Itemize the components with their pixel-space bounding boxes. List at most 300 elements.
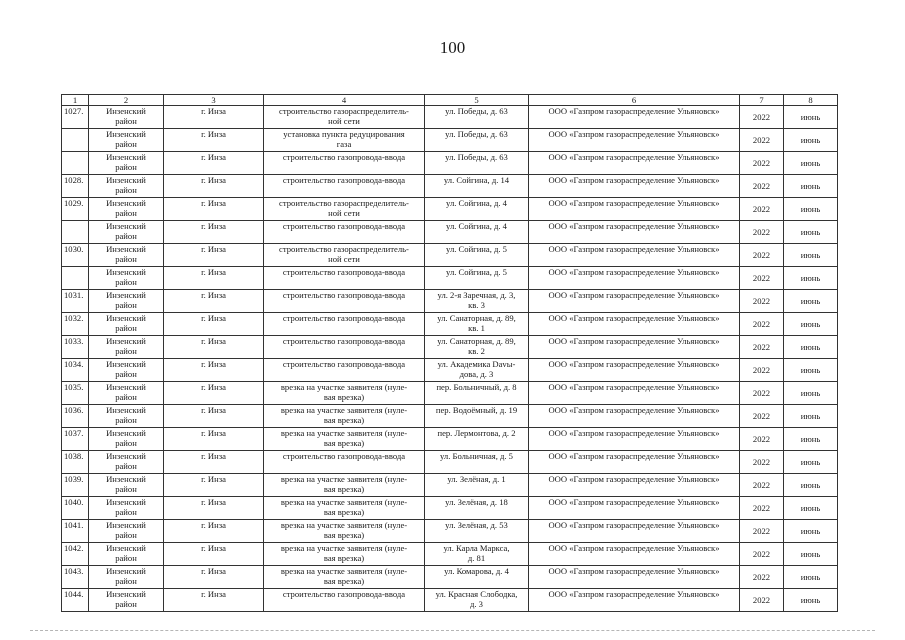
address-cell (425, 405, 529, 428)
table-row (62, 221, 838, 244)
row-number: 1042. (62, 543, 89, 566)
table-row (62, 405, 838, 428)
district-cell (89, 566, 164, 589)
district-cell (89, 313, 164, 336)
town-cell: г. Инза (164, 382, 264, 405)
organization-cell: ООО «Газпром газораспределение Ульяновск» (529, 520, 740, 543)
cell-line: кв. 3 (468, 299, 485, 310)
cell-line: ул. Академика Davы- (437, 359, 516, 369)
table-row (62, 589, 838, 612)
cell-line: район (115, 138, 137, 149)
scan-edge-line (30, 630, 875, 631)
work-type-cell (264, 313, 425, 336)
work-type-cell (264, 405, 425, 428)
work-type-cell (264, 520, 425, 543)
cell-line: врезка на участке заявителя (нуле- (280, 543, 408, 553)
cell-line: ной сети (328, 115, 360, 126)
row-number: 1039. (62, 474, 89, 497)
month-cell: июнь (784, 359, 838, 382)
cell-line: Инзенский (106, 405, 146, 415)
address-cell (425, 474, 529, 497)
cell-line: вая врезка) (323, 529, 365, 540)
month-cell: июнь (784, 313, 838, 336)
work-type-cell (264, 382, 425, 405)
cell-line: Инзенский (106, 451, 146, 461)
table-row (62, 428, 838, 451)
cell-line: пер. Больничный, д. 8 (436, 382, 517, 392)
header-row (62, 95, 838, 106)
cell-line: район (115, 345, 137, 356)
cell-line: строительство газопровода-ввода (282, 336, 406, 346)
cell-line: врезка на участке заявителя (нуле- (280, 382, 408, 392)
town-cell: г. Инза (164, 336, 264, 359)
table-row (62, 152, 838, 175)
work-type-cell (264, 175, 425, 198)
month-cell: июнь (784, 451, 838, 474)
year-cell: 2022 (740, 244, 784, 267)
address-cell (425, 267, 529, 290)
cell-line: район (115, 414, 137, 425)
work-type-cell (264, 267, 425, 290)
year-cell: 2022 (740, 497, 784, 520)
row-number: 1037. (62, 428, 89, 451)
month-cell: июнь (784, 382, 838, 405)
organization-cell: ООО «Газпром газораспределение Ульяновск» (529, 313, 740, 336)
year-cell: 2022 (740, 152, 784, 175)
cell-line: вая врезка) (323, 414, 365, 425)
town-cell: г. Инза (164, 221, 264, 244)
year-cell: 2022 (740, 290, 784, 313)
district-cell (89, 244, 164, 267)
month-cell: июнь (784, 566, 838, 589)
month-cell: июнь (784, 336, 838, 359)
cell-line: вая врезка) (323, 483, 365, 494)
cell-line: район (115, 230, 137, 241)
cell-line: строительство газопровода-ввода (282, 175, 406, 185)
town-cell: г. Инза (164, 290, 264, 313)
organization-cell: ООО «Газпром газораспределение Ульяновск» (529, 106, 740, 129)
row-number: 1028. (62, 175, 89, 198)
cell-line: Инзенский (106, 474, 146, 484)
year-cell: 2022 (740, 359, 784, 382)
district-cell (89, 336, 164, 359)
work-type-cell (264, 198, 425, 221)
address-cell (425, 566, 529, 589)
cell-line: строительство газопровода-ввода (282, 152, 406, 162)
year-cell: 2022 (740, 405, 784, 428)
work-type-cell (264, 474, 425, 497)
cell-line: дова, д. 3 (459, 368, 494, 379)
address-cell (425, 336, 529, 359)
table-row (62, 313, 838, 336)
work-type-cell (264, 566, 425, 589)
town-cell: г. Инза (164, 428, 264, 451)
cell-line: строительство газораспределитель- (279, 244, 409, 254)
address-cell (425, 520, 529, 543)
cell-line: Инзенский (106, 106, 146, 116)
cell-line: район (115, 161, 137, 172)
month-cell: июнь (784, 428, 838, 451)
row-number: 1040. (62, 497, 89, 520)
organization-cell: ООО «Газпром газораспределение Ульяновск» (529, 336, 740, 359)
table-row (62, 336, 838, 359)
address-cell (425, 359, 529, 382)
table-row (62, 267, 838, 290)
address-cell (425, 382, 529, 405)
row-number: 1044. (62, 589, 89, 612)
cell-line: Инзенский (106, 428, 146, 438)
address-cell (425, 129, 529, 152)
address-cell (425, 152, 529, 175)
organization-cell: ООО «Газпром газораспределение Ульяновск» (529, 129, 740, 152)
row-number (62, 152, 89, 175)
row-number: 1029. (62, 198, 89, 221)
cell-line: вая врезка) (323, 506, 365, 517)
cell-line: ул. Санаторная, д. 89, (437, 313, 516, 323)
town-cell: г. Инза (164, 244, 264, 267)
cell-line: ул. Победы, д. 63 (445, 129, 508, 139)
cell-line: газа (336, 138, 352, 149)
cell-line: ул. Сойгина, д. 5 (446, 244, 507, 254)
cell-line: ул. Больничная, д. 5 (440, 451, 513, 461)
town-cell: г. Инза (164, 129, 264, 152)
cell-line: ул. Сойгина, д. 5 (446, 267, 507, 277)
cell-line: ул. Зелёная, д. 53 (445, 520, 508, 530)
organization-cell: ООО «Газпром газораспределение Ульяновск» (529, 290, 740, 313)
organization-cell: ООО «Газпром газораспределение Ульяновск» (529, 152, 740, 175)
district-cell (89, 520, 164, 543)
cell-line: ной сети (328, 253, 360, 264)
month-cell: июнь (784, 129, 838, 152)
work-type-cell (264, 451, 425, 474)
district-cell (89, 221, 164, 244)
cell-line: Инзенский (106, 566, 146, 576)
year-cell: 2022 (740, 589, 784, 612)
month-cell: июнь (784, 175, 838, 198)
row-number (62, 129, 89, 152)
address-cell (425, 244, 529, 267)
row-number: 1032. (62, 313, 89, 336)
page-number: 100 (439, 38, 466, 57)
cell-line: кв. 2 (468, 345, 485, 356)
cell-line: ул. Сойгина, д. 4 (446, 221, 507, 231)
table-row (62, 497, 838, 520)
district-cell (89, 267, 164, 290)
table-row (62, 106, 838, 129)
cell-line: строительство газораспределитель- (279, 198, 409, 208)
work-type-cell (264, 589, 425, 612)
town-cell: г. Инза (164, 267, 264, 290)
address-cell (425, 428, 529, 451)
year-cell: 2022 (740, 129, 784, 152)
cell-line: Инзенский (106, 198, 146, 208)
town-cell: г. Инза (164, 198, 264, 221)
row-number: 1035. (62, 382, 89, 405)
cell-line: врезка на участке заявителя (нуле- (280, 428, 408, 438)
district-cell (89, 543, 164, 566)
cell-line: Инзенский (106, 129, 146, 139)
row-number: 1034. (62, 359, 89, 382)
cell-line: ул. Сойгина, д. 4 (446, 198, 507, 208)
organization-cell: ООО «Газпром газораспределение Ульяновск» (529, 497, 740, 520)
town-cell: г. Инза (164, 497, 264, 520)
organization-cell: ООО «Газпром газораспределение Ульяновск» (529, 405, 740, 428)
address-cell (425, 589, 529, 612)
address-cell (425, 313, 529, 336)
table-row (62, 382, 838, 405)
year-cell: 2022 (740, 382, 784, 405)
cell-line: врезка на участке заявителя (нуле- (280, 405, 408, 415)
district-cell (89, 497, 164, 520)
year-cell: 2022 (740, 175, 784, 198)
work-type-cell (264, 106, 425, 129)
cell-line: строительство газопровода-ввода (282, 290, 406, 300)
cell-line: Инзенский (106, 221, 146, 231)
month-cell: июнь (784, 474, 838, 497)
cell-line: пер. Водоёмный, д. 19 (435, 405, 518, 415)
cell-line: ул. Санаторная, д. 89, (437, 336, 516, 346)
row-number: 1038. (62, 451, 89, 474)
month-cell: июнь (784, 221, 838, 244)
header-cell-6: 6 (529, 95, 740, 106)
cell-line: ной сети (328, 207, 360, 218)
cell-line: д. 81 (467, 552, 486, 563)
cell-line: ул. Победы, д. 63 (445, 152, 508, 162)
header-cell-8: 8 (784, 95, 838, 106)
town-cell: г. Инза (164, 152, 264, 175)
year-cell: 2022 (740, 313, 784, 336)
year-cell: 2022 (740, 428, 784, 451)
row-number: 1033. (62, 336, 89, 359)
year-cell: 2022 (740, 451, 784, 474)
table-body (62, 95, 838, 612)
district-cell (89, 382, 164, 405)
town-cell: г. Инза (164, 543, 264, 566)
row-number: 1030. (62, 244, 89, 267)
cell-line: строительство газораспределитель- (279, 106, 409, 116)
town-cell: г. Инза (164, 175, 264, 198)
cell-line: район (115, 506, 137, 517)
table-row (62, 290, 838, 313)
work-type-cell (264, 428, 425, 451)
month-cell: июнь (784, 106, 838, 129)
cell-line: вая врезка) (323, 437, 365, 448)
district-cell (89, 474, 164, 497)
address-cell (425, 106, 529, 129)
cell-line: район (115, 184, 137, 195)
town-cell: г. Инза (164, 359, 264, 382)
cell-line: Инзенский (106, 520, 146, 530)
table-row (62, 451, 838, 474)
district-cell (89, 290, 164, 313)
table-row (62, 520, 838, 543)
cell-line: Инзенский (106, 175, 146, 185)
table-row (62, 566, 838, 589)
district-cell (89, 152, 164, 175)
cell-line: ул. Победы, д. 63 (445, 106, 508, 116)
organization-cell: ООО «Газпром газораспределение Ульяновск» (529, 359, 740, 382)
address-cell (425, 290, 529, 313)
year-cell: 2022 (740, 221, 784, 244)
address-cell (425, 497, 529, 520)
district-cell (89, 198, 164, 221)
year-cell: 2022 (740, 543, 784, 566)
cell-line: район (115, 299, 137, 310)
cell-line: район (115, 115, 137, 126)
town-cell: г. Инза (164, 451, 264, 474)
district-cell (89, 589, 164, 612)
work-type-cell (264, 543, 425, 566)
district-cell (89, 451, 164, 474)
cell-line: Инзенский (106, 152, 146, 162)
cell-line: Инзенский (106, 290, 146, 300)
cell-line: строительство газопровода-ввода (282, 221, 406, 231)
row-number: 1031. (62, 290, 89, 313)
header-cell-2: 2 (89, 95, 164, 106)
table-row (62, 129, 838, 152)
cell-line: Инзенский (106, 336, 146, 346)
work-type-cell (264, 221, 425, 244)
town-cell: г. Инза (164, 405, 264, 428)
month-cell: июнь (784, 589, 838, 612)
cell-line: врезка на участке заявителя (нуле- (280, 566, 408, 576)
year-cell: 2022 (740, 267, 784, 290)
cell-line: установка пункта редуцирования (283, 129, 405, 139)
cell-line: Инзенский (106, 313, 146, 323)
cell-line: район (115, 368, 137, 379)
cell-line: Инзенский (106, 244, 146, 254)
cell-line: район (115, 529, 137, 540)
organization-cell: ООО «Газпром газораспределение Ульяновск» (529, 382, 740, 405)
district-cell (89, 106, 164, 129)
organization-cell: ООО «Газпром газораспределение Ульяновск» (529, 428, 740, 451)
row-number (62, 221, 89, 244)
organization-cell: ООО «Газпром газораспределение Ульяновск» (529, 451, 740, 474)
town-cell: г. Инза (164, 520, 264, 543)
cell-line: строительство газопровода-ввода (282, 313, 406, 323)
cell-line: район (115, 575, 137, 586)
month-cell: июнь (784, 290, 838, 313)
cell-line: Инзенский (106, 359, 146, 369)
cell-line: Инзенский (106, 267, 146, 277)
cell-line: строительство газопровода-ввода (282, 267, 406, 277)
cell-line: вая врезка) (323, 575, 365, 586)
organization-cell: ООО «Газпром газораспределение Ульяновск» (529, 221, 740, 244)
cell-line: вая врезка) (323, 391, 365, 402)
cell-line: Инзенский (106, 382, 146, 392)
cell-line: ул. Зелёная, д. 1 (447, 474, 506, 484)
organization-cell: ООО «Газпром газораспределение Ульяновск» (529, 267, 740, 290)
table-row (62, 359, 838, 382)
work-type-cell (264, 359, 425, 382)
organization-cell: ООО «Газпром газораспределение Ульяновск» (529, 543, 740, 566)
work-type-cell (264, 290, 425, 313)
address-cell (425, 221, 529, 244)
month-cell: июнь (784, 497, 838, 520)
organization-cell: ООО «Газпром газораспределение Ульяновск» (529, 589, 740, 612)
work-type-cell (264, 244, 425, 267)
row-number (62, 267, 89, 290)
organization-cell: ООО «Газпром газораспределение Ульяновск» (529, 244, 740, 267)
year-cell: 2022 (740, 336, 784, 359)
table-row (62, 175, 838, 198)
month-cell: июнь (784, 267, 838, 290)
cell-line: врезка на участке заявителя (нуле- (280, 474, 408, 484)
cell-line: район (115, 437, 137, 448)
district-cell (89, 428, 164, 451)
town-cell: г. Инза (164, 474, 264, 497)
month-cell: июнь (784, 520, 838, 543)
header-cell-4: 4 (264, 95, 425, 106)
row-number: 1041. (62, 520, 89, 543)
district-cell (89, 175, 164, 198)
district-cell (89, 359, 164, 382)
header-cell-1: 1 (62, 95, 89, 106)
address-cell (425, 543, 529, 566)
header-cell-3: 3 (164, 95, 264, 106)
year-cell: 2022 (740, 474, 784, 497)
cell-line: ул. 2-я Заречная, д. 3, (437, 290, 516, 300)
work-type-cell (264, 129, 425, 152)
table-row (62, 474, 838, 497)
cell-line: район (115, 483, 137, 494)
town-cell: г. Инза (164, 313, 264, 336)
address-cell (425, 451, 529, 474)
registry-table (61, 94, 838, 612)
month-cell: июнь (784, 244, 838, 267)
organization-cell: ООО «Газпром газораспределение Ульяновск» (529, 198, 740, 221)
month-cell: июнь (784, 405, 838, 428)
town-cell: г. Инза (164, 589, 264, 612)
table-row (62, 198, 838, 221)
row-number: 1036. (62, 405, 89, 428)
year-cell: 2022 (740, 198, 784, 221)
cell-line: Инзенский (106, 543, 146, 553)
cell-line: строительство газопровода-ввода (282, 589, 406, 599)
district-cell (89, 405, 164, 428)
cell-line: ул. Красная Слободка, (435, 589, 518, 599)
cell-line: врезка на участке заявителя (нуле- (280, 520, 408, 530)
cell-line: район (115, 460, 137, 471)
cell-line: ул. Зелёная, д. 18 (445, 497, 508, 507)
month-cell: июнь (784, 152, 838, 175)
address-cell (425, 198, 529, 221)
table-row (62, 244, 838, 267)
cell-line: вая врезка) (323, 552, 365, 563)
cell-line: пер. Лермонтова, д. 2 (437, 428, 516, 438)
cell-line: ул. Карла Маркса, (443, 543, 510, 553)
cell-line: строительство газопровода-ввода (282, 359, 406, 369)
cell-line: строительство газопровода-ввода (282, 451, 406, 461)
work-type-cell (264, 336, 425, 359)
header-cell-7: 7 (740, 95, 784, 106)
cell-line: д. 3 (470, 598, 483, 609)
cell-line: район (115, 322, 137, 333)
cell-line: Инзенский (106, 497, 146, 507)
cell-line: район (115, 552, 137, 563)
organization-cell: ООО «Газпром газораспределение Ульяновск» (529, 566, 740, 589)
month-cell: июнь (784, 198, 838, 221)
cell-line: район (115, 391, 137, 402)
cell-line: врезка на участке заявителя (нуле- (280, 497, 408, 507)
row-number: 1043. (62, 566, 89, 589)
table-row (62, 543, 838, 566)
row-number: 1027. (62, 106, 89, 129)
year-cell: 2022 (740, 106, 784, 129)
work-type-cell (264, 497, 425, 520)
work-type-cell (264, 152, 425, 175)
organization-cell: ООО «Газпром газораспределение Ульяновск» (529, 175, 740, 198)
